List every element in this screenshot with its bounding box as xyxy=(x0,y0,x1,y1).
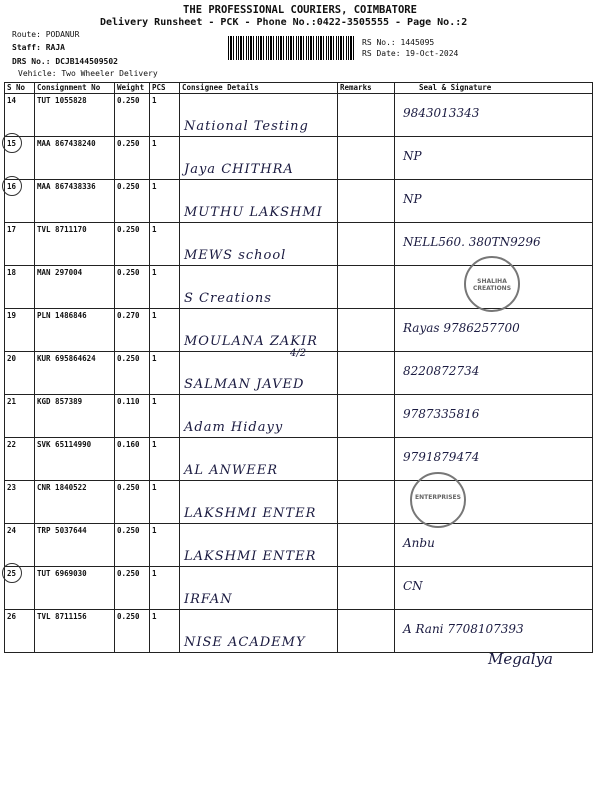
consignment-cell xyxy=(35,610,115,653)
col-remarks: Remarks xyxy=(338,83,395,94)
consignment-cell xyxy=(35,567,115,610)
consignee-cell xyxy=(180,180,338,223)
consignment-cell xyxy=(35,266,115,309)
weight-text: 0.250 xyxy=(117,96,140,105)
weight-cell xyxy=(115,481,150,524)
consignment-text: TUT 6969030 xyxy=(37,569,87,578)
pcs-text: 1 xyxy=(152,526,157,535)
remarks-cell xyxy=(338,610,395,653)
signature-cell xyxy=(395,309,593,352)
col-weight: Weight xyxy=(115,83,150,94)
table-row xyxy=(5,524,593,567)
table-row xyxy=(5,610,593,653)
sno-cell xyxy=(5,180,35,223)
consignee-cell xyxy=(180,395,338,438)
table-row xyxy=(5,309,593,352)
pcs-cell xyxy=(150,567,180,610)
signature-cell xyxy=(395,524,593,567)
consignment-text: TUT 1055828 xyxy=(37,96,87,105)
weight-cell xyxy=(115,610,150,653)
staff-label: Staff: RAJA xyxy=(12,43,65,52)
runsheet-table xyxy=(4,82,593,653)
rs-number: RS No.: 1445095 xyxy=(362,38,435,47)
table-row xyxy=(5,567,593,610)
signature-text: CN xyxy=(403,579,423,593)
weight-text: 0.270 xyxy=(117,311,140,320)
signature-text: Anbu xyxy=(403,536,435,550)
pcs-cell xyxy=(150,524,180,567)
pcs-cell xyxy=(150,438,180,481)
consignment-text: TRP 5037644 xyxy=(37,526,87,535)
pcs-text: 1 xyxy=(152,483,157,492)
consignee-text: Adam Hidayy xyxy=(184,420,284,435)
signature-text: NELL560. 380TN9296 xyxy=(403,235,541,249)
pcs-text: 1 xyxy=(152,268,157,277)
col-consignee: Consignee Details xyxy=(180,83,338,94)
consignment-text: SVK 65114990 xyxy=(37,440,92,449)
remarks-cell xyxy=(338,180,395,223)
consignee-cell xyxy=(180,266,338,309)
weight-cell xyxy=(115,309,150,352)
consignment-text: TVL 8711156 xyxy=(37,612,87,621)
sno-cell xyxy=(5,438,35,481)
col-pcs: PCS xyxy=(150,83,180,94)
weight-text: 0.160 xyxy=(117,440,140,449)
signature-text: NP xyxy=(403,192,422,206)
weight-text: 0.250 xyxy=(117,139,140,148)
pcs-cell xyxy=(150,481,180,524)
consignee-text: Jaya CHITHRA xyxy=(184,162,294,177)
weight-text: 0.250 xyxy=(117,268,140,277)
sno-cell xyxy=(5,266,35,309)
drs-number: DRS No.: DCJB144509502 xyxy=(12,57,118,66)
sno-text: 18 xyxy=(7,268,17,277)
remarks-cell xyxy=(338,137,395,180)
consignment-text: TVL 8711170 xyxy=(37,225,87,234)
signature-text: 8220872734 xyxy=(403,364,480,378)
weight-cell xyxy=(115,524,150,567)
remarks-cell xyxy=(338,266,395,309)
circle-mark xyxy=(2,133,22,153)
weight-text: 0.250 xyxy=(117,483,140,492)
pcs-cell xyxy=(150,137,180,180)
footer-signature: Megalya xyxy=(488,650,553,668)
sno-text: 26 xyxy=(7,612,17,621)
sno-text: 15 xyxy=(7,139,17,148)
consignee-text: MEWS school xyxy=(184,248,287,263)
consignee-cell xyxy=(180,223,338,266)
header-title: THE PROFESSIONAL COURIERS, COIMBATORE xyxy=(183,4,417,16)
table-row xyxy=(5,137,593,180)
pcs-text: 1 xyxy=(152,182,157,191)
weight-cell xyxy=(115,180,150,223)
sno-cell xyxy=(5,309,35,352)
sno-text: 20 xyxy=(7,354,17,363)
consignment-cell xyxy=(35,395,115,438)
consignee-cell xyxy=(180,438,338,481)
pcs-cell xyxy=(150,309,180,352)
signature-cell xyxy=(395,395,593,438)
remarks-cell xyxy=(338,309,395,352)
consignee-cell xyxy=(180,94,338,137)
remarks-cell xyxy=(338,481,395,524)
consignee-text: LAKSHMI ENTER xyxy=(184,549,317,564)
weight-text: 0.250 xyxy=(117,526,140,535)
table-row xyxy=(5,438,593,481)
consignee-cell xyxy=(180,481,338,524)
weight-text: 0.110 xyxy=(117,397,140,406)
consignee-text: National Testing xyxy=(184,119,309,134)
pcs-text: 1 xyxy=(152,612,157,621)
stamp-enterprises: ENTERPRISES xyxy=(410,472,466,528)
consignee-text: IRFAN xyxy=(184,592,233,607)
weight-text: 0.250 xyxy=(117,612,140,621)
sno-text: 21 xyxy=(7,397,17,406)
table-row xyxy=(5,94,593,137)
weight-cell xyxy=(115,438,150,481)
pcs-cell xyxy=(150,180,180,223)
sno-text: 14 xyxy=(7,96,17,105)
weight-text: 0.250 xyxy=(117,225,140,234)
consignee-text: SALMAN JAVED xyxy=(184,377,305,392)
consignment-text: CNR 1840522 xyxy=(37,483,87,492)
consignee-cell xyxy=(180,352,338,395)
pcs-text: 1 xyxy=(152,569,157,578)
pcs-text: 1 xyxy=(152,354,157,363)
vehicle-label: Vehicle: Two Wheeler Delivery xyxy=(18,69,158,78)
consignment-cell xyxy=(35,180,115,223)
consignee-cell xyxy=(180,610,338,653)
sno-text: 16 xyxy=(7,182,17,191)
remarks-cell xyxy=(338,567,395,610)
pcs-cell xyxy=(150,610,180,653)
remarks-cell xyxy=(338,395,395,438)
consignment-text: PLN 1486846 xyxy=(37,311,87,320)
consignment-cell xyxy=(35,137,115,180)
signature-cell xyxy=(395,180,593,223)
pcs-text: 1 xyxy=(152,139,157,148)
signature-cell xyxy=(395,94,593,137)
consignment-cell xyxy=(35,481,115,524)
signature-cell xyxy=(395,352,593,395)
stamp-shaliha: SHALIHA CREATIONS xyxy=(464,256,520,312)
consignee-text: NISE ACADEMY xyxy=(184,635,306,650)
col-consignment: Consignment No xyxy=(35,83,115,94)
signature-text: A Rani 7708107393 xyxy=(403,622,524,636)
consignee-text: LAKSHMI ENTER xyxy=(184,506,317,521)
sno-cell xyxy=(5,567,35,610)
weight-cell xyxy=(115,94,150,137)
weight-text: 0.250 xyxy=(117,569,140,578)
barcode xyxy=(228,36,354,60)
sno-cell xyxy=(5,94,35,137)
sno-cell xyxy=(5,352,35,395)
consignment-cell xyxy=(35,223,115,266)
signature-text: Rayas 9786257700 xyxy=(403,321,520,335)
sno-cell xyxy=(5,524,35,567)
signature-text: 9787335816 xyxy=(403,407,480,421)
weight-cell xyxy=(115,266,150,309)
header-subtitle: Delivery Runsheet - PCK - Phone No.:0422-3505555 - Page No.:2 xyxy=(100,17,468,28)
remarks-cell xyxy=(338,223,395,266)
sno-text: 25 xyxy=(7,569,17,578)
pcs-text: 1 xyxy=(152,225,157,234)
consignment-cell xyxy=(35,438,115,481)
consignment-text: MAA 867438240 xyxy=(37,139,96,148)
consignment-cell xyxy=(35,524,115,567)
consignee-text: MOULANA ZAKIR xyxy=(184,334,318,349)
circle-mark xyxy=(2,563,22,583)
pcs-cell xyxy=(150,395,180,438)
signature-cell xyxy=(395,438,593,481)
weight-cell xyxy=(115,352,150,395)
pcs-text: 1 xyxy=(152,96,157,105)
consignee-text: S Creations xyxy=(184,291,272,306)
col-seal: Seal & Signature xyxy=(395,83,593,94)
consignee-cell xyxy=(180,309,338,352)
signature-text: 9791879474 xyxy=(403,450,480,464)
remarks-cell xyxy=(338,524,395,567)
table-header-row xyxy=(5,83,593,94)
consignee-text: AL ANWEER xyxy=(184,463,279,478)
route-label: Route: PODANUR xyxy=(12,30,80,39)
table-row xyxy=(5,481,593,524)
sno-cell xyxy=(5,395,35,438)
pcs-cell xyxy=(150,266,180,309)
weight-cell xyxy=(115,567,150,610)
sno-cell xyxy=(5,223,35,266)
signature-text: 9843013343 xyxy=(403,106,480,120)
weight-cell xyxy=(115,137,150,180)
consignment-cell xyxy=(35,94,115,137)
consignment-text: MAA 867438336 xyxy=(37,182,96,191)
signature-text: NP xyxy=(403,149,422,163)
pcs-text: 1 xyxy=(152,311,157,320)
sno-cell xyxy=(5,137,35,180)
signature-cell xyxy=(395,567,593,610)
rs-date: RS Date: 19-Oct-2024 xyxy=(362,49,459,58)
consignment-text: KGD 857389 xyxy=(37,397,83,406)
sno-text: 17 xyxy=(7,225,17,234)
consignee-cell xyxy=(180,524,338,567)
consignment-cell xyxy=(35,352,115,395)
sno-text: 19 xyxy=(7,311,17,320)
remarks-cell xyxy=(338,94,395,137)
signature-cell xyxy=(395,137,593,180)
sno-cell xyxy=(5,610,35,653)
sno-text: 24 xyxy=(7,526,17,535)
table-row xyxy=(5,395,593,438)
sno-text: 23 xyxy=(7,483,17,492)
pcs-text: 1 xyxy=(152,397,157,406)
consignment-text: KUR 695864624 xyxy=(37,354,96,363)
consignee-cell xyxy=(180,137,338,180)
pcs-cell xyxy=(150,352,180,395)
row20-note: 4/2 xyxy=(290,348,307,359)
weight-text: 0.250 xyxy=(117,354,140,363)
weight-text: 0.250 xyxy=(117,182,140,191)
consignee-text: MUTHU LAKSHMI xyxy=(184,205,323,220)
consignment-text: MAN 297004 xyxy=(37,268,83,277)
consignee-cell xyxy=(180,567,338,610)
remarks-cell xyxy=(338,438,395,481)
circle-mark xyxy=(2,176,22,196)
signature-cell xyxy=(395,610,593,653)
table-row xyxy=(5,180,593,223)
sno-text: 22 xyxy=(7,440,17,449)
consignment-cell xyxy=(35,309,115,352)
pcs-cell xyxy=(150,94,180,137)
weight-cell xyxy=(115,223,150,266)
pcs-text: 1 xyxy=(152,440,157,449)
col-sno: S No xyxy=(5,83,35,94)
weight-cell xyxy=(115,395,150,438)
pcs-cell xyxy=(150,223,180,266)
remarks-cell xyxy=(338,352,395,395)
sno-cell xyxy=(5,481,35,524)
